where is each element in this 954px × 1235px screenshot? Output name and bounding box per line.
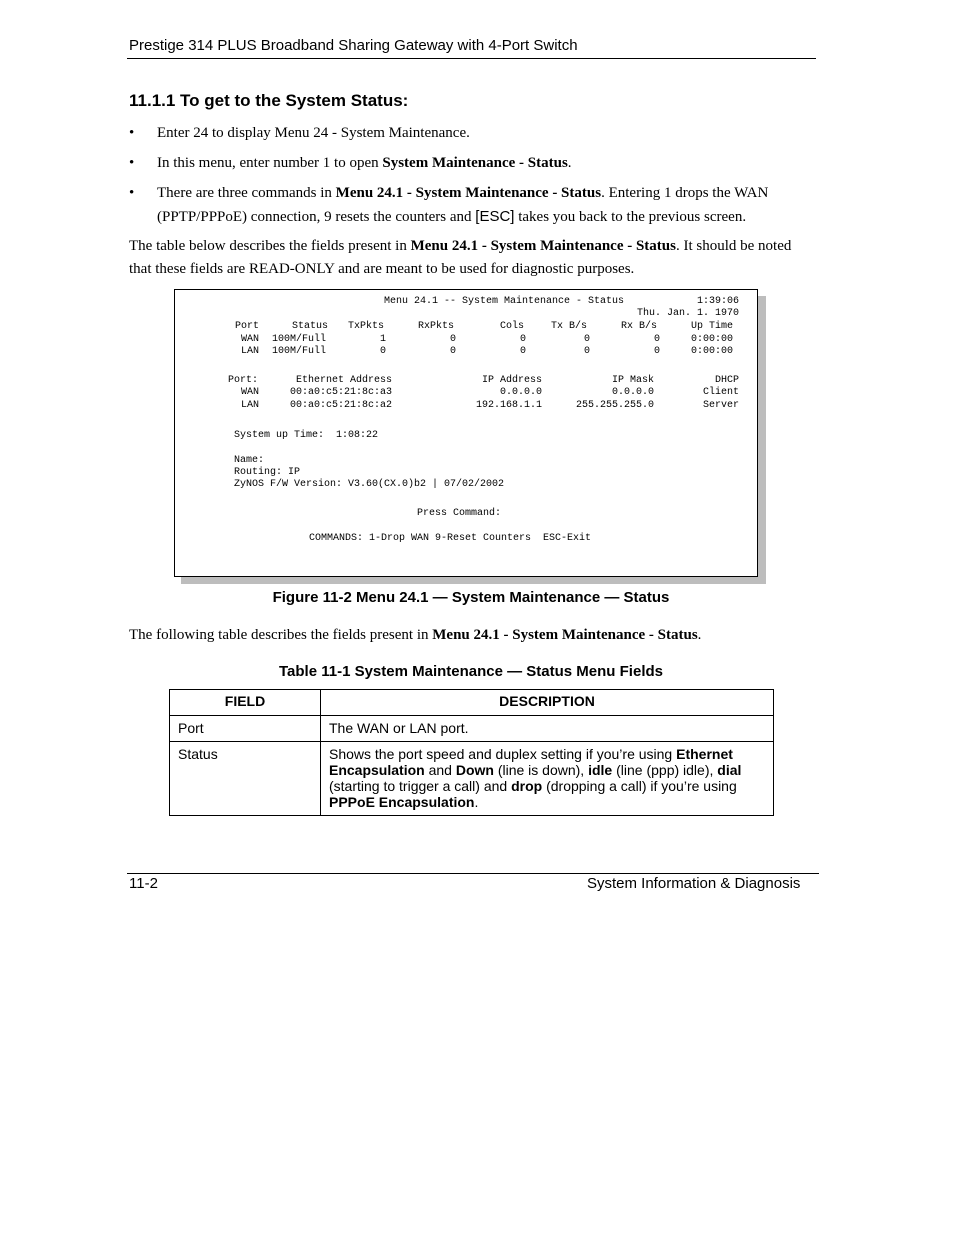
desc-bold: dial [717,762,742,778]
col-port: Port [235,321,260,332]
bullet-item [129,182,809,229]
col-rxpkts: RxPkts [418,321,455,332]
bullet-bold: System Maintenance - Status [382,155,568,171]
stat-txbs: 0 [584,346,591,357]
col-cols: Cols [500,321,525,332]
header-field: FIELD [170,690,321,716]
footer-rule [127,873,819,874]
stat-cols: 0 [520,334,527,345]
bullet-text: . [567,155,572,171]
addr-dhcp: Server [702,400,739,411]
col-txbs: Tx B/s [551,321,588,332]
para-text: . It should be noted that these fields are READ-ONLY and are meant to be used for diagnostic purposes. [129,238,792,277]
desc-bold: Down [455,762,494,778]
desc-bold: Ethernet Encapsulation [329,746,733,778]
page-number: 11-2 [129,875,158,892]
stat-rxpkts: 0 [450,334,457,345]
esc-key: [ESC] [475,208,515,225]
col-uptime: Up Time [691,321,734,332]
header-rule [127,58,816,59]
fields-table [169,689,774,816]
stat-status: 100M/Full [272,334,327,345]
desc-text: Shows the port speed and duplex setting if you’re using [329,746,677,762]
system-routing: Routing: IP [234,467,301,478]
table-caption: Table 11-1 System Maintenance — Status Menu Fields [278,663,663,680]
bullet-item [129,152,809,175]
stat-uptime: 0:00:00 [691,346,734,357]
stat-txpkts: 0 [380,346,387,357]
system-uptime: System up Time: 1:08:22 [234,430,379,441]
screen-date: Thu. Jan. 1. 1970 [636,308,739,319]
addr-mac: 00:a0:c5:21:8c:a2 [290,400,393,411]
screen-title: Menu 24.1 -- System Maintenance - Status [384,296,625,307]
col-rxbs: Rx B/s [621,321,658,332]
system-name: Name: [234,455,265,466]
press-command: Press Command: [417,508,502,519]
table-row [170,716,774,742]
bullet-list [129,122,809,236]
bullet-icon: • [129,185,135,201]
intro-paragraph [129,235,809,281]
bullet-icon: • [129,155,135,171]
stat-port: LAN [241,346,260,357]
field-cell: Port [170,716,321,742]
table-intro-paragraph [129,624,809,647]
desc-bold: PPPoE Encapsulation [329,794,475,810]
commands-line: COMMANDS: 1-Drop WAN 9-Reset Counters ESC-Exit [309,533,592,544]
addr-mask: 255.255.255.0 [575,400,654,411]
chapter-title: System Information & Diagnosis [587,875,801,892]
figure-caption: Figure 11-2 Menu 24.1 — System Maintenance — Status [272,589,670,606]
desc-bold: idle [588,762,613,778]
addr-col-mask: IP Mask [611,375,654,386]
col-txpkts: TxPkts [348,321,385,332]
bullet-text: Enter 24 to display Menu 24 - System Maintenance. [157,125,470,141]
addr-mac: 00:a0:c5:21:8c:a3 [290,387,393,398]
system-firmware: ZyNOS F/W Version: V3.60(CX.0)b2 | 07/02/2002 [234,479,505,490]
para-text: The table below describes the fields present in [129,238,411,254]
stat-txbs: 0 [584,334,591,345]
stat-port: WAN [241,334,260,345]
desc-text: . [474,794,479,810]
running-header: Prestige 314 PLUS Broadband Sharing Gateway with 4-Port Switch [129,37,578,54]
para-text: . [697,627,702,643]
bullet-text: In this menu, enter number 1 to open [157,155,383,171]
stat-uptime: 0:00:00 [691,334,734,345]
addr-col-mac: Ethernet Address [296,375,393,386]
desc-text: (line is down), [493,762,589,778]
col-status: Status [292,321,329,332]
addr-col-dhcp: DHCP [714,375,739,386]
addr-col-ip: IP Address [481,375,542,386]
addr-ip: 0.0.0.0 [499,387,542,398]
bullet-item [129,122,809,145]
stat-txpkts: 1 [380,334,387,345]
para-bold: Menu 24.1 - System Maintenance - Status [432,627,698,643]
stat-cols: 0 [520,346,527,357]
terminal-screen [174,289,758,577]
stat-status: 100M/Full [272,346,327,357]
desc-text: (starting to trigger a call) and [329,778,512,794]
desc-bold: drop [511,778,543,794]
description-cell [321,742,774,816]
table-header-row [170,690,774,716]
table-row [170,742,774,816]
stat-rxpkts: 0 [450,346,457,357]
para-text: The following table describes the fields present in [129,627,433,643]
addr-dhcp: Client [702,387,739,398]
addr-mask: 0.0.0.0 [611,387,654,398]
addr-port: WAN [241,387,260,398]
desc-text: (dropping a call) if you’re using [542,778,737,794]
addr-ip: 192.168.1.1 [475,400,542,411]
para-bold: Menu 24.1 - System Maintenance - Status [410,238,676,254]
bullet-text: . Entering 1 drops the WAN (PPTP/PPPoE) connection, 9 resets the counters and [157,185,769,225]
screen-time: 1:39:06 [696,296,739,307]
header-description: DESCRIPTION [321,690,774,716]
desc-text: and [424,762,456,778]
bullet-icon: • [129,125,135,141]
section-title: 11.1.1 To get to the System Status: [129,91,409,110]
field-cell: Status [170,742,321,816]
desc-text: (line (ppp) idle), [612,762,718,778]
addr-col-port: Port: [228,375,259,386]
bullet-text: takes you back to the previous screen. [514,209,747,225]
stat-rxbs: 0 [654,334,661,345]
description-cell: The WAN or LAN port. [321,716,774,742]
bullet-text: There are three commands in [157,185,336,201]
bullet-bold: Menu 24.1 - System Maintenance - Status [335,185,602,201]
addr-port: LAN [241,400,260,411]
stat-rxbs: 0 [654,346,661,357]
